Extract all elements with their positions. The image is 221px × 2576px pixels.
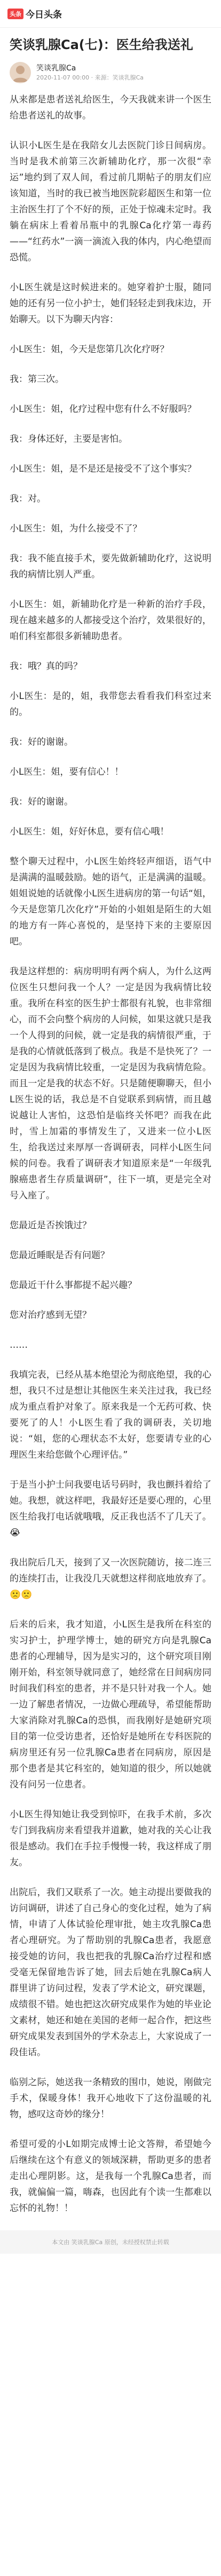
article-paragraph: 希望可爱的小L如期完成博士论文答辩，希望她今后继续在这个有意义的领域深耕，帮助更多的患者走出心理阴影。这，是我每一个乳腺Ca患者，而我，就偏偏一篇，嗨森，也因此有个读一生都难以忘怀的礼物！！	[10, 2139, 211, 2214]
article-paragraph: 小L医生：姐，好好休息，要有信心哦！	[10, 826, 169, 837]
author-meta: 2020-11-07 00:00 · 来源：笑谈乳腺Ca	[36, 74, 144, 81]
article	[0, 28, 221, 2216]
article-paragraph: 我：对。	[10, 494, 46, 504]
article-paragraph: 我：哦？真的吗？	[10, 661, 82, 672]
toutiao-logo-text[interactable]: 今日头条	[26, 10, 62, 20]
article-paragraph: 小L医生：姐，是不是还是接受不了这个事实？	[10, 464, 196, 474]
author-avatar[interactable]	[10, 62, 31, 83]
article-paragraph: 我出院后几天，接到了又一次医院随访，接二连三的连续打击，让我没几天就想这样彻底地放弃了。🙁🙁	[10, 1557, 211, 1600]
article-paragraph: ……	[10, 1340, 28, 1350]
article-body	[10, 92, 211, 2216]
footer-text: 本文由 笑谈乳腺Ca 原创，未经授权禁止转载	[52, 2239, 169, 2246]
article-paragraph: 我填完表，已经从基本绝望沦为彻底绝望，我的心想，我只不过是想让其他医生来关注过我，我已经成为重点看护对象了。原来我是一个无药可救、快要死了的人！小L医生看了我的调研表，关切地说：“姐，您的心理状态不太好，您要请专业的心理医生来给您做个心理评估。”	[10, 1370, 211, 1460]
author-name[interactable]: 笑谈乳腺Ca	[36, 64, 76, 73]
user-avatar-icon	[10, 62, 31, 83]
article-paragraph: 我：好的谢谢。	[10, 737, 73, 748]
top-bar	[0, 0, 221, 28]
article-paragraph: 小L医生就是这时候进来的。她穿着护士服，随同她的还有另一位小护士，她们轻轻走到我床边，开始聊天。以下为聊天内容：	[10, 282, 211, 325]
toutiao-logo-badge[interactable]: 头条	[7, 9, 23, 19]
article-paragraph: 整个聊天过程中，小L医生始终轻声细语，语气中是满满的温暖鼓励。她的语气，正是满满的温暖。姐姐说她的话就像小L医生进病房的第一句话“姐，今天是您第几次化疗”开始的小姐姐是陌生的大姐的地方有一阵心喜悦的，是坚持下来的主要原因吧。	[10, 856, 211, 947]
article-paragraph: 小L医生：姐，今天是您第几次化疗呀？	[10, 344, 169, 355]
article-paragraph: 于是当小护士问我要电话号码时，我也颤抖着给了她。我想，就这样吧，我最好还是要心理的，心里医生给我打电话就哦哦，反正我也活不了几天了。😭	[10, 1480, 211, 1538]
article-paragraph: 您对治疗感到无望？	[10, 1310, 91, 1321]
article-title: 笑谈乳腺Ca(七)：医生给我送礼	[10, 37, 193, 52]
article-paragraph: 您最近是否挨饿过？	[10, 1220, 91, 1231]
article-paragraph: 我：第三次。	[10, 374, 64, 385]
article-paragraph: 后来的后来，我才知道，小L医生是我所在科室的实习护士，护理学博士，她的研究方向是乳腺Ca患者的心理辅导，因为是实习的，这个研究项目刚刚开始，科室领导就同意了，她经常在日间病房同时间我们科室的患者，并不是只针对我一个人。她一边了解患者情况，一边做心理疏导，希望能帮助大家消除对乳腺Ca的恐惧，而我刚好是她研究项目的第一位受访患者，还恰好是她所在专科医院的病房里还有另一位乳腺Ca患者在同病房，原因是那个患者是其它科室的，她知道的很少，所以她就没有问另一位患者。	[10, 1619, 211, 1790]
article-paragraph: 小L医生：姐，要有信心！！	[10, 767, 124, 777]
article-paragraph: 您最近睡眠是否有问题？	[10, 1250, 109, 1261]
article-paragraph: 我：好的谢谢。	[10, 797, 73, 807]
article-footer	[0, 2230, 221, 2254]
article-paragraph: 您最近干什么事都提不起兴趣？	[10, 1280, 137, 1291]
article-paragraph: 我：我不能直接手术，要先做新辅助化疗，这说明我的病情比别人严重。	[10, 553, 211, 580]
article-paragraph: 小L医生得知她让我受到惊吓，在我手术前，多次专门到我病房来看望我并道歉，她对我的关心让我很是感动。我们在手拉手慢慢一转，我这样成了朋友。	[10, 1809, 211, 1868]
article-paragraph: 临别之际，她送我一条精致的围巾，她说，刚做完手术，保暖身体！我开心地收下了这份温暖的礼物，感叹这奇妙的缘分！	[10, 2077, 211, 2120]
article-paragraph: 从来都是患者送礼给医生，今天我就来讲一个医生给患者送礼的故事。	[10, 94, 211, 121]
article-paragraph: 小L医生：是的，姐，我带您去看看我们科室过来的。	[10, 691, 211, 718]
article-paragraph: 我是这样想的：病房明明有两个病人，为什么这两位医生只想问我一个人？一定是因为我病情比较重。我所在科室的医生护士都很有礼貌，也非常细心，而不会向整个病房的人问候，如果这就只是我一个人得到的问候，就一定是我的病情很严重，于是我的心情就低落到了极点。我是不是快死了？一定是因为我病情比较重，一定是因为我病情危险。而且一定是我的状态不好。只是随便聊聊天，但小L医生说的话，我总是不自觉联系到病情，而且越说越让人害怕，这恐怕是临终关怀吧？而我在此时，雪上加霜的事情发生了，又进来一位小L医生，给我送过来厚厚一沓调研表，同样小L医生问候的问卷。我看了调研表才知道原来是“一年级乳腺癌患者生存质量调研”，往下一填，更是完全对号入座了。	[10, 966, 211, 1201]
author-info	[36, 63, 144, 82]
author-row	[10, 62, 211, 83]
article-paragraph: 小L医生：姐，新辅助化疗是一种新的治疗手段，现在越来越多的人都接受这个治疗，效果很好的，咱们科室都很多新辅助患者。	[10, 599, 211, 642]
article-paragraph: 小L医生：姐，为什么接受不了？	[10, 523, 142, 534]
article-paragraph: 认识小L医生是在我陪女儿去医院门诊日间病房。当时是我术前第三次新辅助化疗，那一次很“幸运”地约到了双人间，看过前几期帖子的朋友们应该知道，当时的我已被当地医院彩超医生和第一位主治医生打了个不好的预，正处于惊魂未定时。我躺在病床上看着吊瓶中的乳腺Ca化疗第一毒药——“红药水”一滴一滴流入我的体内，内心绝望而恐慌。	[10, 140, 211, 263]
article-paragraph: 我：身体还好，主要是害怕。	[10, 434, 128, 444]
article-paragraph: 小L医生：姐，化疗过程中您有什么不好服吗？	[10, 404, 196, 415]
article-paragraph: 出院后，我们又联系了一次。她主动提出要做我的访问调研，讲述了自己身心的变化过程，她为了病情，申请了人体试验伦理审批，她主攻乳腺Ca患者心理研究。为了帮助别的乳腺Ca患者，我愿意接受她的访问，我也把我的乳腺Ca治疗过程和感受毫无保留地告诉了她，回去后她在乳腺Ca病人群里讲了访问过程，发表了学术论文，研究课题，成绩很不错。她也把这次研究成果作为她的毕业论文素材，她还和她在美国的老师一起合作，把这些研究成果发表到国外的学术杂志上，大家说成了一段佳话。	[10, 1887, 211, 2058]
